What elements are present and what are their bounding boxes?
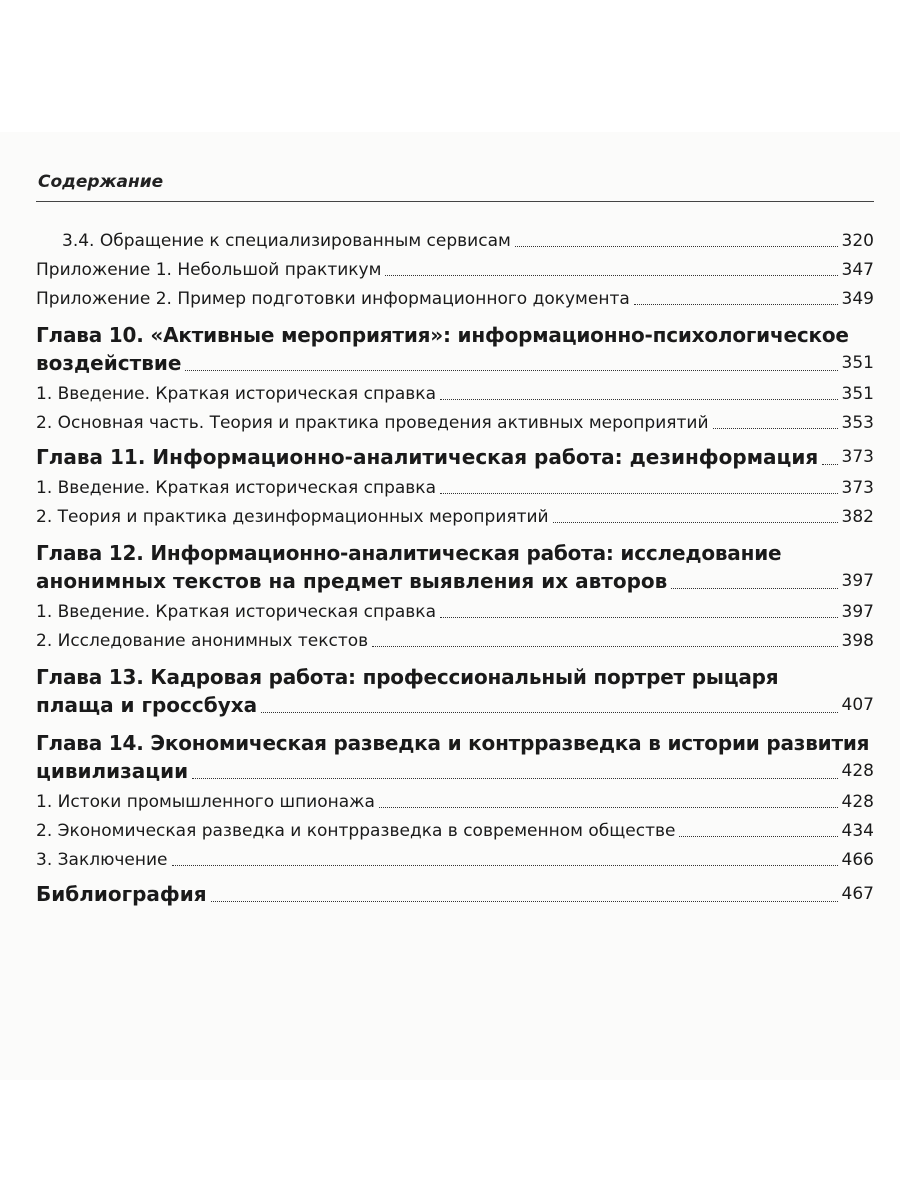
toc-entry-page: 373 (841, 478, 874, 498)
chapter-page: 351 (841, 353, 874, 373)
toc-entry-title: 3. Заключение (36, 850, 168, 870)
dot-leader (185, 370, 837, 371)
toc-entry (36, 791, 874, 813)
chapter-title-line: Глава 13. Кадровая работа: профессиональный портрет рыцаря (36, 665, 779, 689)
dot-leader (379, 807, 838, 808)
toc-entry (36, 288, 874, 310)
toc-entry-page: 382 (841, 507, 874, 527)
dot-leader (440, 493, 838, 494)
dot-leader (515, 246, 838, 247)
bibliography (36, 881, 874, 907)
toc-entry-page: 353 (841, 413, 874, 433)
toc-entry (36, 506, 874, 528)
toc-entry (36, 412, 874, 434)
dot-leader (261, 712, 837, 713)
dot-leader (822, 464, 837, 465)
chapter-title-row (36, 692, 874, 718)
chapter-title-row (36, 568, 874, 594)
chapter-title-line: Глава 14. Экономическая разведка и контрразведка в истории развития (36, 731, 870, 755)
dot-leader (385, 275, 837, 276)
chapter-11 (36, 444, 874, 470)
dot-leader (211, 901, 838, 902)
toc-entry (36, 259, 874, 281)
dot-leader (192, 778, 837, 779)
dot-leader (172, 865, 838, 866)
chapter-10 (36, 320, 874, 376)
chapter-12 (36, 538, 874, 594)
toc-entry-title: Приложение 2. Пример подготовки информационного документа (36, 289, 630, 309)
toc-entry (36, 601, 874, 623)
chapter-13 (36, 662, 874, 718)
toc-entry (36, 383, 874, 405)
chapter-title-row (36, 350, 874, 376)
toc-entry-page: 428 (841, 792, 874, 812)
toc-entry (36, 230, 874, 252)
toc-entry-page: 347 (841, 260, 874, 280)
toc-entry-title: 1. Истоки промышленного шпионажа (36, 792, 375, 812)
chapter-title-row (36, 881, 874, 907)
toc-entry-page: 466 (841, 850, 874, 870)
bibliography-page: 467 (841, 884, 874, 904)
chapter-title-line: плаща и гроссбуха (36, 693, 258, 717)
chapter-title-line: Глава 10. «Активные мероприятия»: информационно-психологическое (36, 323, 849, 347)
chapter-page: 373 (841, 447, 874, 467)
dot-leader (440, 617, 838, 618)
chapter-title-row (36, 444, 874, 470)
chapter-title-line: Глава 11. Информационно-аналитическая работа: дезинформация (36, 445, 819, 469)
toc-entry-title: 1. Введение. Краткая историческая справка (36, 478, 436, 498)
toc-entry-title: 1. Введение. Краткая историческая справка (36, 602, 436, 622)
chapter-page: 428 (841, 761, 874, 781)
chapter-page: 397 (841, 571, 874, 591)
toc-entry-page: 320 (841, 231, 874, 251)
toc-entry-page: 434 (841, 821, 874, 841)
toc-entry (36, 849, 874, 871)
dot-leader (634, 304, 838, 305)
toc-entry-title: 2. Основная часть. Теория и практика проведения активных мероприятий (36, 413, 709, 433)
dot-leader (671, 588, 837, 589)
chapter-14 (36, 728, 874, 784)
dot-leader (372, 646, 837, 647)
toc-entry-title: 1. Введение. Краткая историческая справка (36, 384, 436, 404)
chapter-title-line: воздействие (36, 351, 182, 375)
dot-leader (713, 428, 838, 429)
chapter-title-line: цивилизации (36, 759, 189, 783)
toc-entry (36, 477, 874, 499)
toc-entry-page: 398 (841, 631, 874, 651)
dot-leader (553, 522, 838, 523)
chapter-page: 407 (841, 695, 874, 715)
toc-entry-title: 3.4. Обращение к специализированным сервисам (62, 231, 511, 251)
dot-leader (679, 836, 837, 837)
chapter-title-row (36, 758, 874, 784)
toc-entry (36, 820, 874, 842)
header-rule (36, 201, 874, 202)
chapter-title-line: Глава 12. Информационно-аналитическая работа: исследование (36, 541, 782, 565)
toc-entry-title: 2. Теория и практика дезинформационных мероприятий (36, 507, 549, 527)
toc-entry-title: 2. Экономическая разведка и контрразведка в современном обществе (36, 821, 676, 841)
bibliography-title: Библиография (36, 882, 207, 906)
toc-entry-title: 2. Исследование анонимных текстов (36, 631, 369, 651)
dot-leader (440, 399, 838, 400)
toc-entry (36, 630, 874, 652)
toc-entry-title: Приложение 1. Небольшой практикум (36, 260, 382, 280)
chapter-title-line: анонимных текстов на предмет выявления их авторов (36, 569, 668, 593)
toc-entry-page: 351 (841, 384, 874, 404)
running-title: Содержание (38, 172, 164, 192)
toc-entry-page: 397 (841, 602, 874, 622)
toc-entry-page: 349 (841, 289, 874, 309)
table-of-contents (36, 230, 874, 914)
